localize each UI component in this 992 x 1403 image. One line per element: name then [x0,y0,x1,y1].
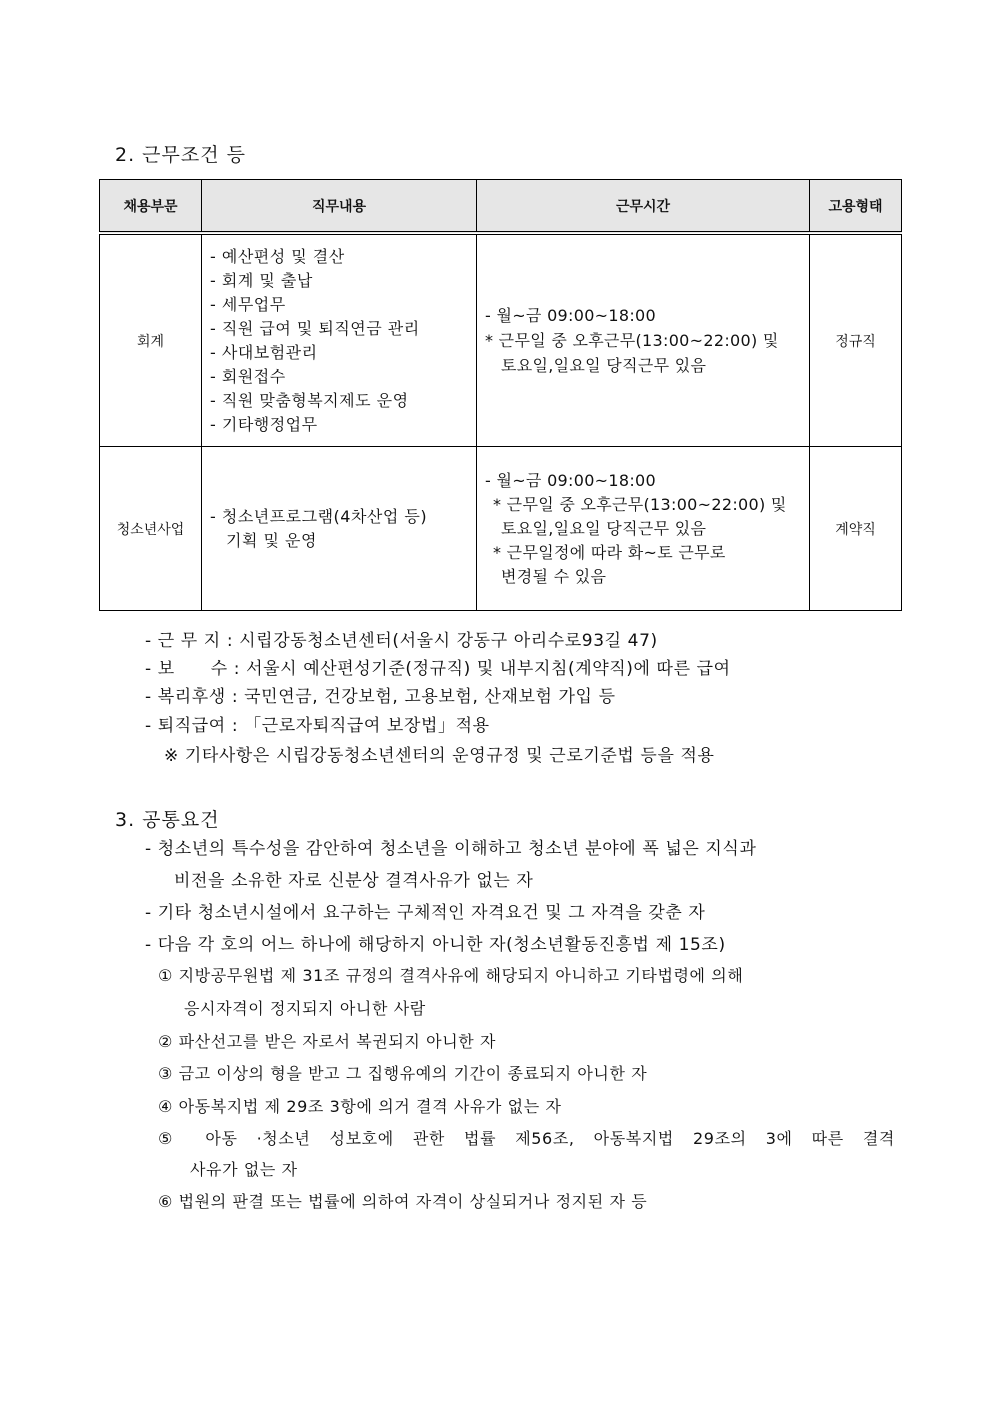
hours-line: * 근무일정에 따라 화~토 근무로 [493,542,726,562]
hours-line: - 월~금 09:00~18:00 [485,306,656,325]
duties-cell [202,447,477,611]
header-employment-type: 고용형태 [810,180,902,234]
disqualification-item-6: ⑥ 법원의 판결 또는 법률에 의하여 자격이 상실되거나 정지된 자 등 [158,1192,648,1211]
hours-line: * 근무일 중 오후근무(13:00~22:00) 및 [493,494,787,514]
hours-line: * 근무일 중 오후근무(13:00~22:00) 및 [485,331,779,350]
requirement-item: - 기타 청소년시설에서 요구하는 구체적인 자격요건 및 그 자격을 갖춘 자 [145,903,706,923]
hours-line: 토요일,일요일 당직근무 있음 [501,518,707,538]
header-duties: 직무내용 [202,180,477,234]
duty-item: - 직원 맞춤형복지제도 운영 [210,390,409,410]
duty-item: - 직원 급여 및 퇴직연금 관리 [210,318,420,338]
note-retirement: - 퇴직급여 : 「근로자퇴직급여 보장법」적용 [145,716,490,736]
section-3-title: 3. 공통요건 [115,809,220,831]
disqualification-item-3: ③ 금고 이상의 형을 받고 그 집행유예의 기간이 종료되지 아니한 자 [158,1064,648,1083]
disqualification-item-5-continued: 사유가 없는 자 [190,1160,298,1179]
hours-cell [477,447,810,611]
note-other: ※ 기타사항은 시립강동청소년센터의 운영규정 및 근로기준법 등을 적용 [164,746,715,766]
disqualification-item-2: ② 파산선고를 받은 자로서 복권되지 아니한 자 [158,1032,497,1051]
requirement-item: - 청소년의 특수성을 감안하여 청소년을 이해하고 청소년 분야에 폭 넓은 지식과 [145,839,757,859]
employment-type-cell: 정규직 [810,233,902,447]
note-work-location: - 근 무 지 : 시립강동청소년센터(서울시 강동구 아리수로93길 47) [145,631,658,651]
table-row [100,233,902,447]
disqualification-item-1: ① 지방공무원법 제 31조 규정의 결격사유에 해당되지 아니하고 기타법령에 의해 [158,966,744,985]
duty-item: - 기타행정업무 [210,414,318,434]
disqualification-item-5: ⑤ 아동 ·청소년 성보호에 관한 법률 제56조, 아동복지법 29조의 3에 따른 결격 [158,1129,895,1148]
employment-type-cell: 계약직 [810,447,902,611]
duty-item: - 세무업무 [210,294,286,314]
work-conditions-table [99,179,902,611]
duty-item: 기획 및 운영 [226,530,317,550]
requirement-item-continued: 비전을 소유한 자로 신분상 결격사유가 없는 자 [174,871,534,891]
duty-item: - 청소년프로그램(4차산업 등) [210,506,428,526]
section-2-title: 2. 근무조건 등 [115,144,246,166]
note-benefits: - 복리후생 : 국민연금, 건강보험, 고용보험, 산재보험 가입 등 [145,687,616,707]
department-cell: 청소년사업 [100,447,202,611]
table-header-row [100,180,902,234]
hours-line: 변경될 수 있음 [501,566,607,586]
hours-line: 토요일,일요일 당직근무 있음 [501,356,707,375]
table-row [100,447,902,611]
note-salary: - 보 수 : 서울시 예산편성기준(정규직) 및 내부지침(계약직)에 따른 급여 [145,659,731,679]
hours-cell [477,233,810,447]
hours-line: - 월~금 09:00~18:00 [485,470,656,490]
duty-item: - 회계 및 출납 [210,270,313,290]
duty-item: - 사대보험관리 [210,342,318,362]
department-cell: 회계 [100,233,202,447]
disqualification-item-1-continued: 응시자격이 정지되지 아니한 사람 [184,999,426,1018]
header-department: 채용부문 [100,180,202,234]
disqualification-item-4: ④ 아동복지법 제 29조 3항에 의거 결격 사유가 없는 자 [158,1097,562,1116]
duties-cell [202,233,477,447]
requirement-item: - 다음 각 호의 어느 하나에 해당하지 아니한 자(청소년활동진흥법 제 15조) [145,935,726,955]
duty-item: - 예산편성 및 결산 [210,246,345,266]
duty-item: - 회원접수 [210,366,286,386]
header-hours: 근무시간 [477,180,810,234]
